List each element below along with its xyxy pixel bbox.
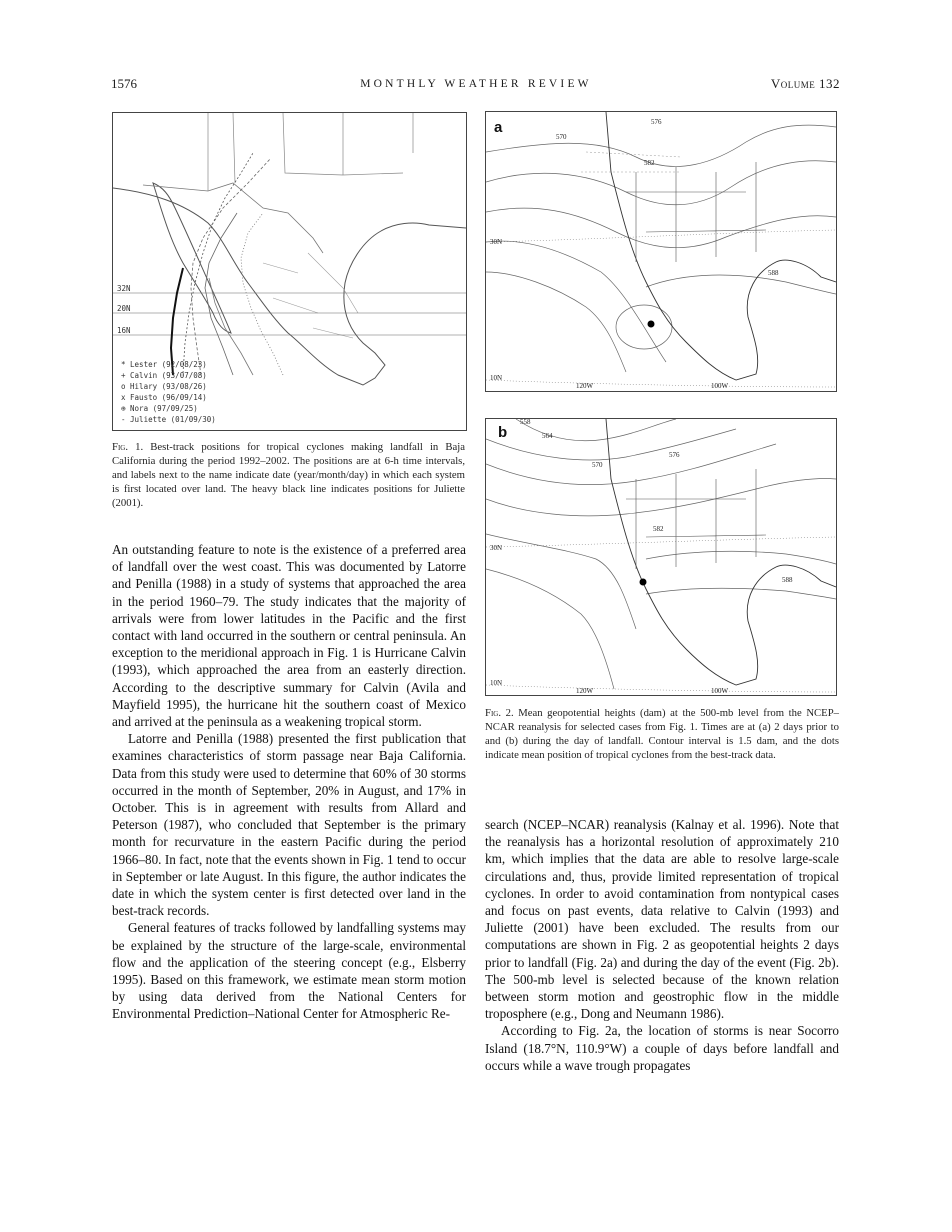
paragraph: search (NCEP–NCAR) reanalysis (Kalnay et al. 1996). Note that the reanalysis has a horizontal resolution of approximately 210 km, which implies that the data are able to resolve large-scale circulations and, thus, provide limited representation of tropical cyclones. In order to avoid contamination from nontypical cases and focus on past events, data relative to Calvin (1993) and Juliette (2001) have been excluded. The results from our computations are shown in Fig. 2 as geopotential heights 2 days prior to landfall (Fig. 2a) and during the day of the event (Fig. 2b). The 500-mb level is selected because of the known relation between storm motion and geostrophic flow in the middle troposphere (e.g., Dong and Neumann 1986). <box>485 817 839 1022</box>
contour-label: 576 <box>651 118 662 126</box>
paragraph: An outstanding feature to note is the existence of a preferred area of landfall over the west coast. This was documented by Latorre and Penilla (1988) in a study of systems that approached the area in the period 1960–79. The study indicates that the majority of arrivals were from lower latitudes in the Pacific and the first contact with land occurred in the southern or central peninsula. An exception to the meridional approach in Fig. 1 is Hurricane Calvin (1993), which approached the area from an easterly direction. According to the descriptive summary for Calvin (Avila and Mayfield 1995), the hurricane hit the southern coast of Mexico and arrived at the peninsula as a weakening tropical storm. <box>112 542 466 730</box>
figure-2-caption <box>485 706 839 762</box>
track-map-drawing <box>113 113 466 430</box>
lon-label: 120W <box>576 687 594 695</box>
lat-label: 10N <box>490 374 503 382</box>
figure-1-caption <box>112 440 465 510</box>
left-column-text <box>112 541 466 1023</box>
panel-label: b <box>498 424 508 441</box>
lon-label: 100W <box>711 687 729 695</box>
contour-label: 582 <box>653 525 664 533</box>
panel-label: a <box>494 119 503 136</box>
lat-label: 30N <box>490 544 503 552</box>
lat-label: 10N <box>490 679 503 687</box>
lat-label: 32N <box>117 284 131 293</box>
journal-title: MONTHLY WEATHER REVIEW <box>360 78 592 90</box>
legend-item: - Juliette (01/09/30) <box>121 415 216 424</box>
legend-item: * Lester (92/08/23) <box>121 360 207 369</box>
legend-item: ⊕ Nora (97/09/25) <box>121 404 198 413</box>
contour-label: 588 <box>768 269 779 277</box>
paragraph: According to Fig. 2a, the location of storms is near Socorro Island (18.7°N, 110.9°W) a couple of days before landfall and occurs while a wave trough propagates <box>485 1023 839 1073</box>
lon-label: 100W <box>711 382 729 390</box>
right-column-text <box>485 816 839 1074</box>
contour-label: 564 <box>542 432 553 440</box>
figure-2b-height-map <box>485 418 837 696</box>
height-map-a-drawing <box>486 112 836 391</box>
contour-label: 558 <box>520 419 531 426</box>
figure-2a-height-map <box>485 111 837 392</box>
legend-item: o Hilary (93/08/26) <box>121 382 207 391</box>
contour-label: 570 <box>592 461 603 469</box>
caption-text: Best-track positions for tropical cyclones making landfall in Baja California during the period 1992–2002. The positions are at 6-h time intervals, and labels next to the name indicate date (year/month/day) in which each system is first located over land. The heavy black line indicates positions for Juliette (2001). <box>112 441 465 509</box>
lat-label: 20N <box>117 304 131 313</box>
caption-text: Mean geopotential heights (dam) at the 500-mb level from the NCEP–NCAR reanalysis for selected cases from Fig. 1. Times are at (a) 2 days prior to and (b) during the day of landfall. Contour interval is 1.5 dam, and the dots indicate mean position of tropical cyclones from the best-track data. <box>485 707 839 761</box>
lon-label: 120W <box>576 382 594 390</box>
paragraph: General features of tracks followed by landfalling systems may be explained by the structure of the large-scale, environmental flow and the application of the steering concept (e.g., Elsberry 1995). Based on this framework, we estimate mean storm motion by using data derived from the National Centers for Environmental Prediction–National Center for Atmospheric Re- <box>112 920 466 1022</box>
contour-label: 588 <box>782 576 793 584</box>
paragraph: Latorre and Penilla (1988) presented the first publication that examines characteristics of storm passage near Baja California. Data from this study were used to determine that 60% of 30 storms occurred in the month of September, 20% in August, and 17% in October. This is in agreement with results from Allard and Peterson (1987), who concluded that September is the primary month for recurvature in the eastern Pacific during the period 1966–80. In fact, note that the events shown in Fig. 1 tend to occur in September or late August. In this figure, the author indicates the date in which the system center is first detected over land in the best-track records. <box>112 731 466 919</box>
caption-label: Fig. 2. <box>485 707 514 719</box>
page-number: 1576 <box>111 76 137 91</box>
figure-1-track-map <box>112 112 467 431</box>
caption-label: Fig. 1. <box>112 441 144 453</box>
volume-label: Volume 132 <box>770 76 840 91</box>
lat-label: 30N <box>490 238 503 246</box>
contour-label: 582 <box>644 159 655 167</box>
contour-label: 570 <box>556 133 567 141</box>
legend-item: + Calvin (93/07/08) <box>121 371 207 380</box>
legend-item: x Fausto (96/09/14) <box>121 393 207 402</box>
contour-label: 576 <box>669 451 680 459</box>
lat-label: 16N <box>117 326 131 335</box>
height-map-b-drawing <box>486 419 836 695</box>
